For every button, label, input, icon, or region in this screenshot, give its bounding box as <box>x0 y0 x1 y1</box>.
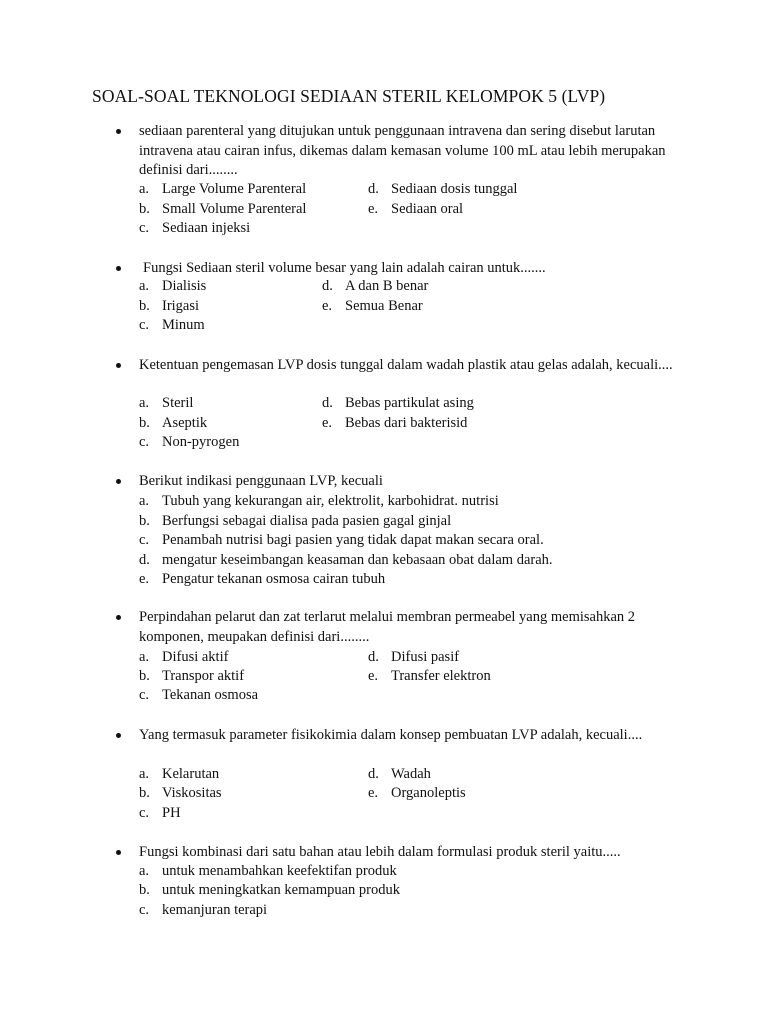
option-a: a. untuk menambahkan keefektifan produk <box>139 863 397 879</box>
option-d: d. Difusi pasif <box>368 649 460 665</box>
option-b: b. Aseptik <box>139 415 208 431</box>
question-text: Ketentuan pengemasan LVP dosis tunggal dalam wadah plastik atau gelas adalah, kecuali.... <box>139 357 673 373</box>
option-c: c. Non-pyrogen <box>139 434 240 450</box>
question-text: sediaan parenteral yang ditujukan untuk penggunaan intravena dan sering disebut larutan intravena atau cairan infus, dikemas dalam kemasan volume 100 mL atau lebih merupakan definisi dari........ <box>139 123 666 179</box>
option-b: b. untuk meningkatkan kemampuan produk <box>139 882 400 898</box>
option-c: c. kemanjuran terapi <box>139 902 268 918</box>
bullet-icon <box>116 479 121 484</box>
option-d: d. A dan B benar <box>322 278 429 294</box>
option-c: c. Penambah nutrisi bagi pasien yang tidak dapat makan secara oral. <box>139 532 544 548</box>
question-text: Fungsi kombinasi dari satu bahan atau lebih dalam formulasi produk steril yaitu..... <box>139 844 621 860</box>
option-c: c. Sediaan injeksi <box>139 220 251 236</box>
bullet-icon <box>116 733 121 738</box>
bullet-icon <box>116 266 121 271</box>
option-d: d. mengatur keseimbangan keasaman dan kebasaan obat dalam darah. <box>139 552 553 568</box>
option-c: c. Tekanan osmosa <box>139 687 259 703</box>
option-a: a. Steril <box>139 395 194 411</box>
option-a: a. Kelarutan <box>139 766 220 782</box>
option-d: d. Sediaan dosis tunggal <box>368 181 518 197</box>
page-title: SOAL-SOAL TEKNOLOGI SEDIAAN STERIL KELOMPOK 5 (LVP) <box>92 86 606 106</box>
option-a: a. Tubuh yang kekurangan air, elektrolit, karbohidrat. nutrisi <box>139 493 499 509</box>
question-text: Yang termasuk parameter fisikokimia dalam konsep pembuatan LVP adalah, kecuali.... <box>139 727 643 743</box>
option-e: e. Transfer elektron <box>368 668 491 684</box>
question-text: Fungsi Sediaan steril volume besar yang lain adalah cairan untuk....... <box>143 260 546 276</box>
option-a: a. Dialisis <box>139 278 207 294</box>
question-text: Berikut indikasi penggunaan LVP, kecuali <box>139 473 383 489</box>
option-b: b. Viskositas <box>139 785 222 801</box>
bullet-icon <box>116 363 121 368</box>
option-e: e. Sediaan oral <box>368 201 464 217</box>
bullet-icon <box>116 129 121 134</box>
option-b: b. Transpor aktif <box>139 668 245 684</box>
option-a: a. Large Volume Parenteral <box>139 181 307 197</box>
option-a: a. Difusi aktif <box>139 649 229 665</box>
option-e: e. Pengatur tekanan osmosa cairan tubuh <box>139 571 386 587</box>
bullet-icon <box>116 850 121 855</box>
option-d: d. Wadah <box>368 766 431 782</box>
option-e: e. Semua Benar <box>322 298 423 314</box>
option-b: b. Berfungsi sebagai dialisa pada pasien gagal ginjal <box>139 513 452 529</box>
option-e: e. Bebas dari bakterisid <box>322 415 468 431</box>
option-e: e. Organoleptis <box>368 785 466 801</box>
option-b: b. Small Volume Parenteral <box>139 201 307 217</box>
question-text: Perpindahan pelarut dan zat terlarut melalui membran permeabel yang memisahkan 2 komponen, meupakan definisi dari........ <box>139 609 636 645</box>
option-b: b. Irigasi <box>139 298 200 314</box>
option-c: c. Minum <box>139 317 205 333</box>
bullet-icon <box>116 615 121 620</box>
option-c: c. PH <box>139 805 181 821</box>
option-d: d. Bebas partikulat asing <box>322 395 474 411</box>
